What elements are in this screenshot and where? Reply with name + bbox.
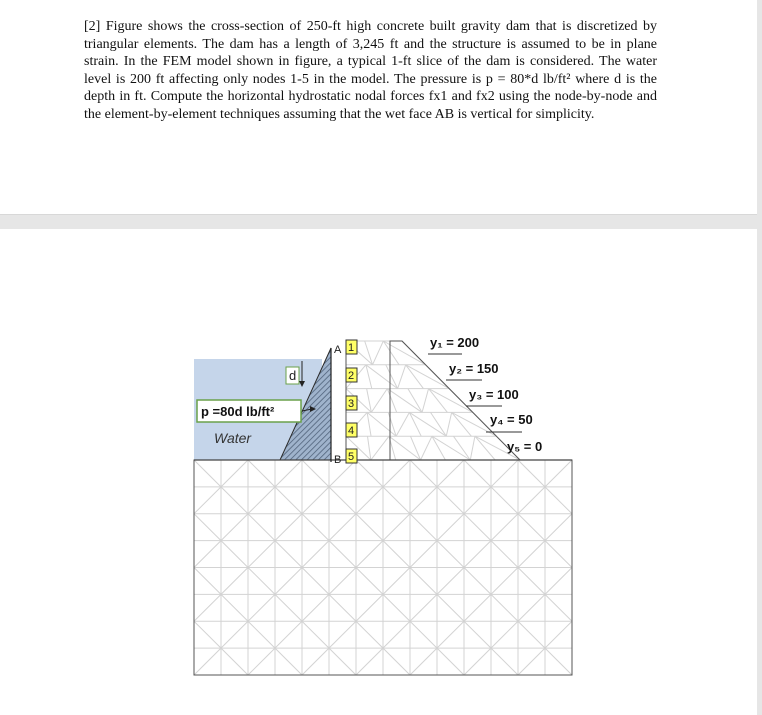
mesh-line (422, 389, 428, 413)
mesh-line (194, 487, 221, 514)
mesh-line (356, 568, 383, 595)
mesh-line (491, 594, 518, 621)
mesh-line (329, 541, 356, 568)
mesh-line (464, 514, 491, 541)
problem-number: [2] (84, 19, 101, 34)
mesh-line (275, 568, 302, 595)
node-label-1: 1 (348, 342, 355, 354)
mesh-line (371, 436, 389, 460)
mesh-line (194, 460, 221, 487)
mesh-line (356, 541, 383, 568)
mesh-line (356, 487, 383, 514)
mesh-line (406, 365, 450, 389)
mesh-line (410, 487, 437, 514)
mesh-line (383, 341, 399, 365)
mesh-line (275, 621, 302, 648)
mesh-line (464, 541, 491, 568)
mesh-line (432, 436, 445, 460)
mesh-line (275, 594, 302, 621)
mesh-line (356, 594, 383, 621)
mesh-line (221, 514, 248, 541)
mesh-line (248, 594, 275, 621)
problem-statement (84, 18, 657, 124)
mesh-line (545, 621, 572, 648)
mesh-line (367, 412, 371, 436)
node-label-5: 5 (348, 451, 355, 463)
mesh-line (302, 648, 329, 675)
mesh-line (464, 594, 491, 621)
mesh-line (491, 460, 518, 487)
mesh-line (398, 365, 406, 389)
mesh-line (329, 568, 356, 595)
mesh-line (275, 514, 302, 541)
mesh-line (383, 648, 410, 675)
mesh-line (437, 621, 464, 648)
dam-figure (0, 229, 757, 715)
mesh-line (410, 460, 437, 487)
pressure-label: p =80d lb/ft² (201, 404, 275, 419)
mesh-line (410, 514, 437, 541)
y-label-3: y₃ = 100 (469, 387, 519, 402)
mesh-line (410, 568, 437, 595)
mesh-line (383, 541, 410, 568)
mesh-line (221, 648, 248, 675)
mesh-line (302, 541, 329, 568)
mesh-line (464, 487, 491, 514)
mesh-line (356, 648, 383, 675)
mesh-line (410, 648, 437, 675)
mesh-line (302, 487, 329, 514)
mesh-line (329, 594, 356, 621)
mesh-line (383, 594, 410, 621)
mesh-line (356, 460, 383, 487)
depth-label: d (289, 368, 297, 383)
mesh-line (383, 460, 410, 487)
mesh-line (452, 412, 472, 436)
point-a-label: A (334, 344, 342, 356)
node-label-3: 3 (348, 398, 355, 410)
mesh-line (194, 568, 221, 595)
mesh-line (275, 541, 302, 568)
mesh-line (221, 594, 248, 621)
mesh-line (410, 594, 437, 621)
mesh-line (453, 436, 470, 460)
mesh-line (518, 541, 545, 568)
mesh-line (518, 460, 545, 487)
mesh-line (437, 514, 464, 541)
mesh-line (248, 621, 275, 648)
mesh-line (302, 621, 329, 648)
mesh-line (518, 487, 545, 514)
mesh-line (275, 487, 302, 514)
mesh-line (408, 389, 422, 413)
mesh-line (386, 365, 398, 389)
mesh-line (406, 365, 424, 389)
mesh-line (194, 594, 221, 621)
mesh-line (248, 541, 275, 568)
y-label-1: y₁ = 200 (430, 335, 480, 350)
mesh-line (383, 621, 410, 648)
mesh-line (371, 389, 387, 413)
mesh-line (302, 568, 329, 595)
y-label-5: y₅ = 0 (507, 439, 543, 454)
mesh-line (410, 621, 437, 648)
mesh-line (356, 621, 383, 648)
mesh-line (446, 412, 451, 436)
node-label-4: 4 (348, 425, 355, 437)
mesh-line (545, 568, 572, 595)
mesh-line (545, 648, 572, 675)
mesh-line (302, 594, 329, 621)
mesh-line (470, 436, 475, 460)
mesh-line (367, 436, 370, 460)
mesh-line (432, 436, 470, 460)
mesh-line (437, 460, 464, 487)
mesh-line (475, 436, 495, 460)
mesh-line (221, 460, 248, 487)
node-label-2: 2 (348, 370, 355, 382)
mesh-line (518, 594, 545, 621)
mesh-line (248, 648, 275, 675)
mesh-line (248, 568, 275, 595)
figure-card (0, 229, 757, 715)
mesh-line (491, 541, 518, 568)
mesh-line (429, 389, 473, 413)
mesh-line (302, 460, 329, 487)
mesh-line (518, 648, 545, 675)
mesh-line (491, 621, 518, 648)
mesh-line (302, 514, 329, 541)
mesh-line (518, 514, 545, 541)
mesh-line (545, 514, 572, 541)
mesh-line (329, 648, 356, 675)
mesh-line (429, 389, 448, 413)
point-b-label: B (334, 454, 342, 466)
water-label: Water (214, 430, 252, 446)
mesh-line (383, 514, 410, 541)
mesh-line (437, 487, 464, 514)
mesh-line (545, 487, 572, 514)
y-label-2: y₂ = 150 (449, 361, 499, 376)
mesh-line (275, 648, 302, 675)
mesh-line (248, 514, 275, 541)
mesh-line (545, 460, 572, 487)
mesh-line (431, 412, 447, 436)
mesh-line (383, 487, 410, 514)
mesh-line (421, 436, 432, 460)
mesh-line (410, 541, 437, 568)
mesh-line (464, 460, 491, 487)
mesh-line (221, 487, 248, 514)
mesh-line (518, 568, 545, 595)
mesh-line (329, 514, 356, 541)
mesh-line (248, 487, 275, 514)
mesh-line (194, 541, 221, 568)
mesh-line (329, 621, 356, 648)
mesh-line (545, 594, 572, 621)
mesh-line (518, 621, 545, 648)
mesh-line (545, 541, 572, 568)
mesh-line (221, 541, 248, 568)
mesh-line (329, 487, 356, 514)
mesh-line (383, 568, 410, 595)
mesh-line (437, 594, 464, 621)
mesh-line (491, 568, 518, 595)
problem-card (0, 0, 757, 215)
mesh-line (464, 621, 491, 648)
mesh-line (464, 648, 491, 675)
problem-text: Figure shows the cross-section of 250-ft high concrete built gravity dam that is discretized by triangular elements. The dam has a length of 3,245 ft and the structure is assumed to be in plane strain. In the FEM model shown in figure, a typical 1-ft slice of the dam is considered. The water level is 200 ft affecting only nodes 1-5 in the model. The pressure is p = 80*d lb/ft² where d is the depth in ft. Compute the horizontal hydrostatic nodal forces fx1 and fx2 using the node-by-node and the element-by-element techniques assuming that the wet face AB is vertical for simplicity. (84, 19, 658, 122)
mesh-line (356, 514, 383, 541)
mesh-line (437, 541, 464, 568)
mesh-line (491, 514, 518, 541)
mesh-line (437, 568, 464, 595)
mesh-line (194, 648, 221, 675)
mesh-line (396, 412, 409, 436)
mesh-line (491, 487, 518, 514)
mesh-line (491, 648, 518, 675)
mesh-line (221, 621, 248, 648)
mesh-line (221, 568, 248, 595)
y-label-4: y₄ = 50 (490, 412, 533, 427)
mesh-line (464, 568, 491, 595)
mesh-line (194, 621, 221, 648)
mesh-line (194, 514, 221, 541)
mesh-line (373, 341, 384, 365)
mesh-line (248, 460, 275, 487)
mesh-line (437, 648, 464, 675)
mesh-line (275, 460, 302, 487)
